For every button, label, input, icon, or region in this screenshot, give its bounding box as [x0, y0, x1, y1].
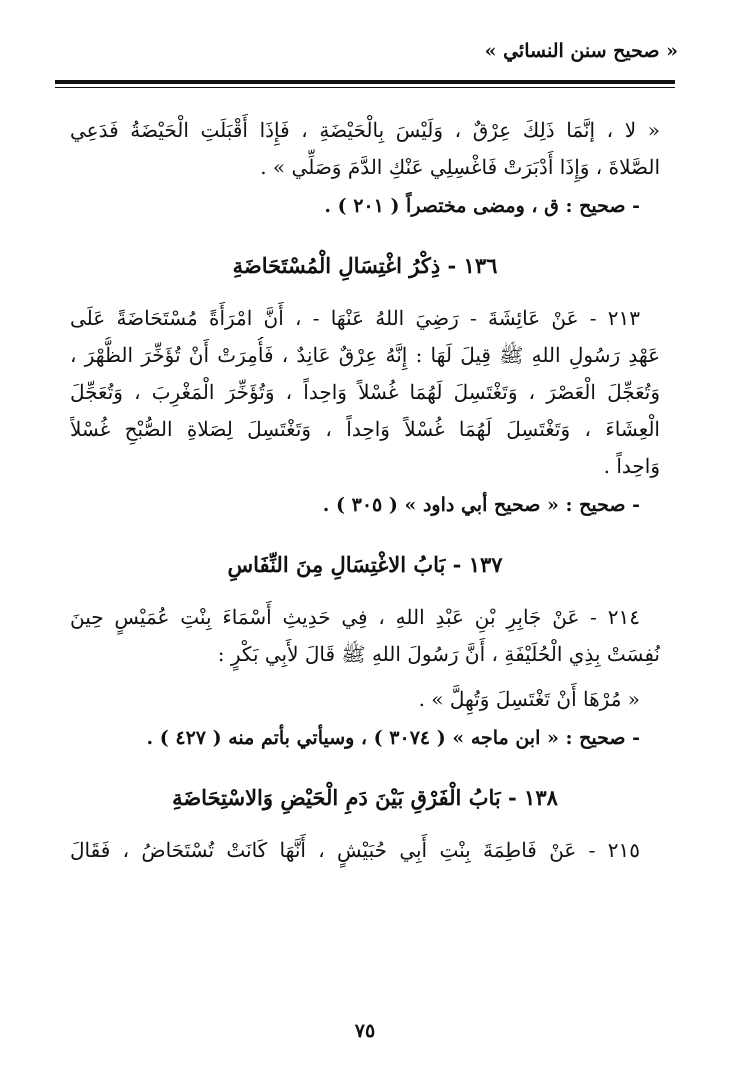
text-line: الْعِشَاءَ ، وَتَغْتَسِلَ لَهُمَا غُسْلاً وَاحِداً ، وَتَغْتَسِلَ لِصَلاةِ الصُّبْحِ غُسْلاً — [70, 417, 660, 441]
text-line: « لا ، إنَّمَا ذَلِكَ عِرْقٌ ، وَلَيْسَ بِالْحَيْضَةِ ، فَإِذَا أَقْبَلَتِ الْحَيْضَةُ فَدَعِي — [70, 118, 660, 142]
grading-212: - صحيح : ق ، ومضى مختصراً ( ٢٠١ ) . — [324, 195, 640, 217]
chapter-heading-137: ١٣٧ - بَابُ الاغْتِسَالِ مِنَ النِّفَاسِ — [227, 552, 503, 577]
hadith-212-ending — [70, 112, 660, 186]
text-line: نُفِسَتْ بِذِي الْحُلَيْفَةِ ، أَنَّ رَسُولَ اللهِ ﷺ قَالَ لأَبِي بَكْرٍ : — [217, 642, 660, 666]
grading-214: - صحيح : « ابن ماجه » ( ٣٠٧٤ ) ، وسيأتي بأتم منه ( ٤٢٧ ) . — [146, 727, 640, 749]
header-rule-thick — [55, 80, 675, 84]
page-number: ٧٥ — [354, 1020, 376, 1042]
text-line: وَاحِداً . — [603, 454, 660, 478]
hadith-213 — [70, 300, 660, 485]
text-line: ٢١٣ - عَنْ عَائِشَةَ - رَضِيَ اللهُ عَنْهَا - ، أَنَّ امْرَأَةً مُسْتَحَاضَةً عَلَى — [70, 306, 640, 330]
quote-214: « مُرْهَا أَنْ تَغْتَسِلَ وَتُهِلَّ » . — [418, 687, 640, 711]
grading-213: - صحيح : « صحيح أبي داود » ( ٣٠٥ ) . — [322, 494, 640, 516]
page-content — [70, 110, 660, 869]
hadith-214 — [70, 599, 660, 673]
text-line: ٢١٤ - عَنْ جَابِرِ بْنِ عَبْدِ اللهِ ، فِي حَدِيثِ أَسْمَاءَ بِنْتِ عُمَيْسٍ حِينَ — [70, 605, 640, 629]
text-line: عَهْدِ رَسُولِ اللهِ ﷺ قِيلَ لَهَا : إِنَّهُ عِرْقٌ عَانِدٌ ، فَأُمِرَتْ أَنْ تُؤَخِّرَ الظُّهْرَ ، — [70, 343, 660, 367]
text-line: الصَّلاةَ ، وَإِذَا أَدْبَرَتْ فَاغْسِلِي عَنْكِ الدَّمَ وَصَلِّي » . — [260, 155, 660, 179]
chapter-heading-136: ١٣٦ - ذِكْرُ اغْتِسَالِ الْمُسْتَحَاضَةِ — [232, 253, 498, 278]
running-title: « صحيح سنن النسائي » — [484, 40, 678, 62]
chapter-heading-138: ١٣٨ - بَابُ الْفَرْقِ بَيْنَ دَمِ الْحَيْضِ وَالاسْتِحَاضَةِ — [172, 785, 558, 810]
hadith-215 — [70, 832, 660, 869]
text-line: ٢١٥ - عَنْ فَاطِمَةَ بِنْتِ أَبِي حُبَيْشٍ ، أَنَّهَا كَانَتْ تُسْتَحَاضُ ، فَقَالَ — [70, 838, 640, 862]
header-rule-thin — [55, 87, 675, 88]
spacer — [70, 673, 660, 681]
text-line: وَتُعَجِّلَ الْعَصْرَ ، وَتَغْتَسِلَ لَهُمَا غُسْلاً وَاحِداً ، وَتُؤَخِّرَ الْمَغْرِبَ ، وَتُعَجِّلَ — [70, 380, 660, 404]
